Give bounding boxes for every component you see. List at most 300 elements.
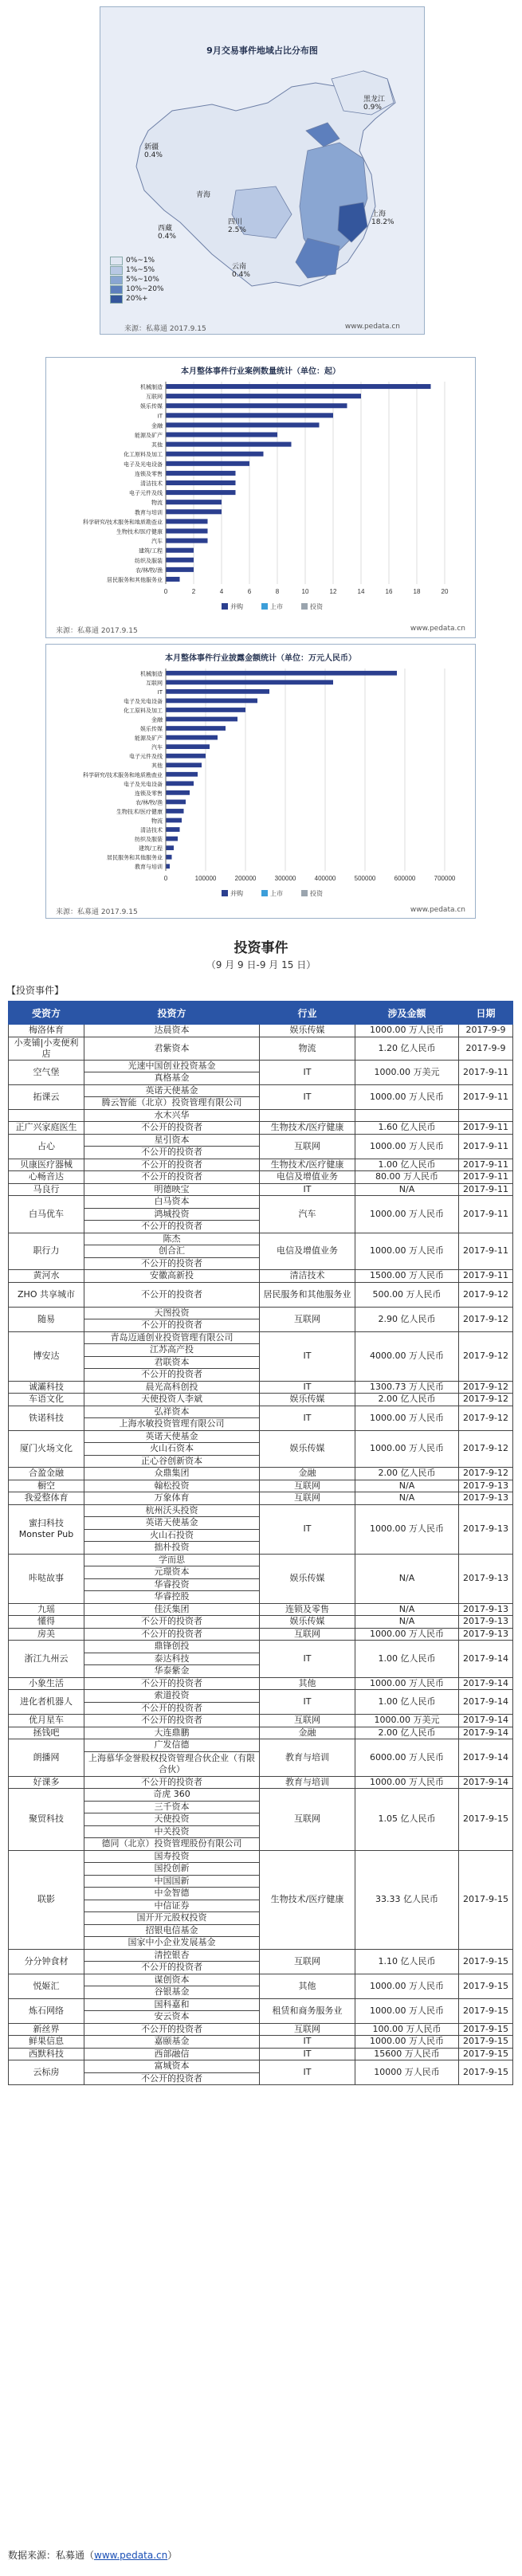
table-cell (355, 1109, 459, 1122)
cell-text: 2017-9-11 (463, 1245, 508, 1257)
table-cell (355, 2023, 459, 2036)
bar-并购 (166, 735, 218, 740)
x-tick-label: 14 (357, 588, 365, 595)
cell-text: 天使投资 (154, 1813, 190, 1825)
table-cell (9, 2036, 84, 2049)
legend-swatch (301, 603, 308, 610)
cell-text: 互联网 (294, 1480, 320, 1491)
cell-text: 占心 (37, 1140, 55, 1151)
bar-并购 (166, 845, 174, 850)
cell-text: 江苏高产投 (150, 1344, 194, 1355)
table-cell (459, 1430, 513, 1468)
cell-text: 中国国新 (154, 1875, 190, 1886)
cell-text: 2.00 亿人民币 (378, 1468, 436, 1479)
category-label: 电子及光电设备 (124, 782, 163, 788)
bar-并购 (166, 433, 277, 437)
cell-text: 1000.00 万人民币 (370, 2005, 444, 2016)
cell-text: 弘祥资本 (154, 1406, 190, 1417)
bar-并购 (166, 452, 264, 457)
table-row (9, 1331, 513, 1344)
table-cell (84, 1084, 260, 1097)
category-label: 电子及光电设备 (124, 699, 163, 705)
cell-text: 不公开的投资者 (141, 2072, 202, 2084)
table-cell (355, 1171, 459, 1184)
category-label: 金融 (151, 717, 163, 723)
table-cell (459, 1037, 513, 1060)
cell-text: 安云资本 (154, 2011, 190, 2022)
bar-并购 (166, 567, 194, 572)
table-cell (84, 1665, 260, 1678)
x-tick-label: 100000 (194, 875, 217, 882)
bar-并购 (166, 558, 194, 563)
chart2-title: 本月整体事件行业披露金额统计（单位：万元人民币） (165, 654, 356, 663)
cell-text: 梅洛体育 (29, 1025, 64, 1036)
cell-text: 1000.00 万人民币 (370, 1628, 444, 1639)
cell-text: 国科嘉和 (154, 1998, 190, 2009)
bar-并购 (166, 827, 180, 832)
investment-table (8, 1001, 513, 2085)
cell-text: 2.00 亿人民币 (378, 1394, 436, 1405)
x-tick-label: 18 (413, 588, 421, 595)
cell-text: 1000.00 万人民币 (370, 1776, 444, 1787)
cell-text: 其他 (298, 1980, 316, 1991)
legend-label: 上市 (270, 603, 283, 610)
category-label: 能源及矿产 (135, 433, 163, 439)
cell-text: 娱乐传媒 (289, 1573, 325, 1583)
cell-text: 2017-9-12 (463, 1394, 508, 1405)
cell-text: 不公开的投资者 (141, 1159, 202, 1170)
chart2-svg (46, 662, 475, 901)
cell-text: 不公开的投资者 (141, 1147, 202, 1158)
cell-text: 1000.00 万人民币 (370, 2036, 444, 2047)
table-cell (84, 1529, 260, 1542)
table-cell (84, 1455, 260, 1468)
region-label-xinjiang: 新疆 0.4% (144, 143, 163, 159)
table-cell (260, 1084, 355, 1109)
table-row (9, 1690, 513, 1703)
table-cell (260, 2036, 355, 2049)
table-cell (355, 2036, 459, 2049)
table-cell (355, 1307, 459, 1331)
category-label: 科学研究/技术服务和地质勘查业 (83, 772, 163, 778)
cell-text: 金融 (298, 1468, 316, 1479)
table-cell (84, 1900, 260, 1912)
bar-并购 (166, 744, 210, 749)
table-cell (9, 1025, 84, 1037)
cell-text: 2017-9-12 (463, 1381, 508, 1392)
table-cell (260, 1233, 355, 1270)
cell-text: 翰松投资 (154, 1480, 190, 1491)
table-cell (9, 1677, 84, 1690)
cell-text: 大连鼎鹏 (154, 1727, 190, 1738)
cell-text: 1300.73 万人民币 (370, 1381, 444, 1392)
table-cell (9, 1504, 84, 1554)
table-row (9, 1025, 513, 1037)
table-cell (260, 1603, 355, 1616)
cell-text: 2017-9-11 (463, 1066, 508, 1077)
cell-text: 租赁和商务服务业 (272, 2005, 343, 2016)
table-cell (459, 1025, 513, 1037)
table-cell (84, 1183, 260, 1196)
table-cell (459, 1134, 513, 1159)
table-cell (355, 1134, 459, 1159)
cell-text: 不公开的投资者 (141, 1715, 202, 1726)
table-cell (84, 1962, 260, 1974)
table-cell (260, 1159, 355, 1171)
cell-text: 空气堡 (33, 1066, 60, 1077)
cell-text: 创合汇 (159, 1245, 185, 1257)
legend-swatch (222, 890, 228, 896)
bar-并购 (166, 699, 257, 704)
table-cell (9, 1727, 84, 1739)
cell-text: 优月星车 (29, 1715, 64, 1726)
table-cell (84, 1801, 260, 1813)
bar-并购 (166, 726, 226, 731)
footer-label: 数据来源：私募通（ (8, 2550, 95, 2561)
map-site: www.pedata.cn (344, 323, 400, 331)
table-cell (260, 1776, 355, 1789)
cell-text: 博安达 (33, 1351, 60, 1361)
table-cell (260, 1468, 355, 1480)
table-cell (84, 1257, 260, 1270)
table-cell (260, 1122, 355, 1135)
cell-text: 2.00 亿人民币 (378, 1727, 436, 1738)
table-cell (9, 1949, 84, 1974)
table-cell (260, 1282, 355, 1307)
table-cell (9, 1468, 84, 1480)
table-cell (84, 1653, 260, 1665)
cell-text: 2017-9-15 (463, 1813, 508, 1825)
table-cell (355, 1554, 459, 1603)
cell-text: 2017-9-13 (463, 1616, 508, 1627)
table-cell (260, 1949, 355, 1974)
table-cell (459, 1641, 513, 1678)
category-label: 汽车 (151, 745, 163, 751)
cell-text: 金融 (298, 1727, 316, 1738)
x-tick-label: 400000 (314, 875, 336, 882)
table-cell (355, 1480, 459, 1492)
cell-text: 联影 (37, 1894, 55, 1904)
table-cell (355, 2048, 459, 2060)
table-cell (84, 1394, 260, 1406)
cell-text: 真格基金 (154, 1072, 190, 1084)
category-label: 能源及矿产 (135, 735, 163, 742)
x-tick-label: 2 (191, 588, 196, 595)
table-cell (84, 1727, 260, 1739)
cell-text: 2017-9-14 (463, 1776, 508, 1787)
table-row (9, 1270, 513, 1283)
category-label: IT (157, 689, 163, 696)
cell-text: 1.00 亿人民币 (378, 1653, 436, 1664)
cell-text: 互联网 (294, 2023, 320, 2034)
table-cell (355, 1159, 459, 1171)
cell-text: 互联网 (294, 1715, 320, 1726)
table-cell (84, 1356, 260, 1369)
cell-text: 2017-9-14 (463, 1727, 508, 1738)
cell-text: 娱乐传媒 (289, 1394, 325, 1405)
cell-text: 1000.00 万人民币 (370, 1523, 444, 1534)
legend-swatch (222, 603, 228, 610)
table-row (9, 2023, 513, 2036)
cell-text: 2017-9-12 (463, 1288, 508, 1300)
table-cell (355, 2060, 459, 2085)
category-label: 教育与培训 (135, 510, 163, 516)
cell-text: 不公开的投资者 (141, 1257, 202, 1268)
table-cell (459, 1406, 513, 1430)
cell-text: IT (303, 1351, 312, 1361)
bar-并购 (166, 790, 190, 795)
table-cell (355, 1060, 459, 1084)
cell-text: 橱空 (37, 1480, 55, 1491)
table-cell (84, 1888, 260, 1900)
header-investee: 受资方 (9, 1002, 84, 1025)
bar-并购 (166, 539, 208, 543)
cell-text: IT (303, 1523, 312, 1534)
table-cell (459, 1690, 513, 1715)
table-cell (84, 1838, 260, 1851)
cell-text: 不公开的投资者 (141, 1171, 202, 1182)
cell-text: 100.00 万人民币 (372, 2023, 442, 2034)
cell-text: 中金智德 (154, 1888, 190, 1899)
cell-text: 2017-9-11 (463, 1122, 508, 1133)
cell-text: 达晨资本 (154, 1025, 190, 1036)
cell-text: 2017-9-11 (463, 1183, 508, 1194)
x-tick-label: 8 (275, 588, 280, 595)
table-cell (84, 1122, 260, 1135)
table-cell (459, 1183, 513, 1196)
category-label: 化工原料及加工 (124, 452, 163, 458)
table-cell (355, 1406, 459, 1430)
table-cell (9, 1690, 84, 1715)
x-tick-label: 16 (385, 588, 393, 595)
cell-text: 生物技术/医疗健康 (270, 1894, 344, 1904)
x-tick-label: 500000 (354, 875, 376, 882)
table-row (9, 1480, 513, 1492)
cell-text: 1.60 亿人民币 (378, 1122, 436, 1133)
cell-text: 不公开的投资者 (141, 1616, 202, 1627)
table-cell (84, 1986, 260, 1999)
table-cell (260, 2060, 355, 2085)
cell-text: 小象生活 (29, 1677, 64, 1688)
cell-text: 1000.00 万人民币 (370, 1208, 444, 1219)
cell-text: 2017-9-15 (463, 1894, 508, 1904)
table-cell (9, 1715, 84, 1727)
cell-text: 分分钟食材 (24, 1955, 69, 1966)
cell-text: 互联网 (294, 1140, 320, 1151)
table-cell (459, 1789, 513, 1851)
map-figure (100, 6, 425, 335)
table-cell (355, 1122, 459, 1135)
cell-text: 2017-9-11 (463, 1091, 508, 1102)
table-cell (459, 1109, 513, 1122)
table-cell (84, 1319, 260, 1332)
cell-text: IT (303, 2067, 312, 2077)
table-cell (9, 1109, 84, 1122)
category-label: 化工原料及加工 (124, 708, 163, 714)
table-cell (9, 1603, 84, 1616)
table-cell (355, 1504, 459, 1554)
table-cell (9, 1628, 84, 1641)
cell-text: 2017-9-11 (463, 1140, 508, 1151)
table-cell (9, 1084, 84, 1109)
table-cell (355, 1776, 459, 1789)
table-cell (355, 1789, 459, 1851)
table-cell (260, 1270, 355, 1283)
chart1-svg (46, 375, 475, 614)
cell-text: 炼石网络 (29, 2005, 64, 2016)
table-cell (84, 1369, 260, 1382)
x-tick-label: 6 (247, 588, 252, 595)
bar-并购 (166, 528, 208, 533)
table-cell (84, 1751, 260, 1776)
table-cell (84, 1875, 260, 1888)
cell-text: 正广兴家庭医生 (15, 1122, 77, 1133)
table-row (9, 1183, 513, 1196)
cell-text: 华睿投资 (154, 1578, 190, 1590)
table-cell (84, 1863, 260, 1876)
footer-link[interactable]: www.pedata.cn (94, 2550, 168, 2561)
legend-label: 投资 (310, 603, 323, 610)
category-label: 其他 (151, 763, 163, 770)
cell-text: 2017-9-14 (463, 1696, 508, 1707)
table-cell (260, 1739, 355, 1777)
bar-chart-amount (45, 644, 476, 919)
table-cell (459, 1974, 513, 1998)
legend-swatch (261, 603, 268, 610)
table-cell (459, 1270, 513, 1283)
cell-text: 2017-9-14 (463, 1677, 508, 1688)
table-cell (84, 2036, 260, 2049)
bar-并购 (166, 384, 431, 389)
cell-text: 2017-9-13 (463, 1492, 508, 1504)
table-cell (459, 1394, 513, 1406)
table-cell (84, 1912, 260, 1925)
table-cell (260, 1789, 355, 1851)
bar-并购 (166, 403, 347, 408)
table-cell (84, 1381, 260, 1394)
bar-并购 (166, 855, 172, 860)
table-cell (84, 1331, 260, 1344)
category-label: 生物技术/医疗健康 (116, 529, 163, 535)
table-cell (459, 1949, 513, 1974)
cell-text: 1000.00 万美元 (374, 1066, 440, 1077)
table-cell (355, 1949, 459, 1974)
table-cell (84, 1554, 260, 1566)
cell-text: 英诺天使基金 (145, 1430, 198, 1441)
x-tick-label: 20 (441, 588, 449, 595)
table-cell (459, 1468, 513, 1480)
category-label: 金融 (151, 423, 163, 429)
cell-text: 青岛迈通创业投资管理有限公司 (110, 1331, 234, 1343)
table-row (9, 2036, 513, 2049)
table-cell (9, 1307, 84, 1331)
table-cell (84, 1443, 260, 1456)
bar-并购 (166, 763, 202, 767)
table-row (9, 1789, 513, 1802)
table-cell (355, 1690, 459, 1715)
cell-text: 不公开的投资者 (141, 1122, 202, 1133)
table-row (9, 1134, 513, 1147)
cell-text: 懂得 (37, 1616, 55, 1627)
table-cell (9, 1554, 84, 1603)
table-cell (9, 1492, 84, 1505)
bar-并购 (166, 864, 170, 868)
cell-text: 蜜扫科技 Monster Pub (18, 1518, 74, 1539)
table-row (9, 1084, 513, 1097)
bar-并购 (166, 480, 236, 485)
cell-text: 80.00 万人民币 (375, 1171, 438, 1182)
table-row (9, 1715, 513, 1727)
table-cell (459, 1084, 513, 1109)
cell-text: 生物技术/医疗健康 (270, 1159, 344, 1170)
x-tick-label: 4 (219, 588, 224, 595)
table-cell (9, 1270, 84, 1283)
table-cell (260, 1974, 355, 1998)
cell-text: IT (303, 1696, 312, 1707)
cell-text: 鸿城投资 (154, 1208, 190, 1219)
cell-text: 众鼎集团 (154, 1468, 190, 1479)
category-label: 互联网 (146, 680, 163, 687)
cell-text: 1.10 亿人民币 (378, 1955, 436, 1966)
header-amount: 涉及金额 (355, 1002, 459, 1025)
table-cell (84, 1159, 260, 1171)
bar-并购 (166, 809, 184, 814)
table-row (9, 1406, 513, 1418)
category-label: 纺织及服装 (135, 558, 163, 564)
table-cell (84, 1492, 260, 1505)
category-label: 农/林/牧/渔 (135, 567, 163, 574)
table-cell (84, 1468, 260, 1480)
table-row (9, 1159, 513, 1171)
cell-text: 1500.00 万人民币 (370, 1270, 444, 1281)
table-cell (84, 1850, 260, 1863)
table-cell (9, 1430, 84, 1468)
cell-text: 腾云智能（北京）投资管理有限公司 (101, 1097, 242, 1108)
x-tick-label: 10 (301, 588, 309, 595)
cell-text: 1000.00 万人民币 (370, 1980, 444, 1991)
cell-text: 2017-9-13 (463, 1523, 508, 1534)
table-row (9, 1727, 513, 1739)
cell-text: 不公开的投资者 (141, 1702, 202, 1713)
cell-text: 2017-9-15 (463, 2048, 508, 2059)
table-row (9, 1171, 513, 1184)
cell-text: 娱乐传媒 (289, 1616, 325, 1627)
table-cell (84, 1208, 260, 1221)
cell-text: 不公开的投资者 (141, 1221, 202, 1232)
cell-text: 杭州沃头投资 (145, 1504, 198, 1515)
region-label-heilongjiang: 黑龙江 0.9% (363, 96, 386, 112)
table-cell (355, 1492, 459, 1505)
cell-text: 厦门火场文化 (20, 1443, 73, 1454)
cell-text: 天图投资 (154, 1307, 190, 1318)
table-cell (355, 1381, 459, 1394)
table-cell (9, 1394, 84, 1406)
table-cell (84, 1591, 260, 1604)
table-cell (459, 1307, 513, 1331)
cell-text: 1000.00 万人民币 (370, 1245, 444, 1257)
table-cell (260, 1196, 355, 1233)
table-cell (260, 1850, 355, 1949)
bar-并购 (166, 422, 320, 427)
map-legend: 0%~1% 1%~5% 5%~10% 10%~20% 20%+ (110, 256, 164, 304)
table-cell (84, 2060, 260, 2073)
table-cell (260, 2048, 355, 2060)
cell-text: 互联网 (294, 1313, 320, 1324)
table-row (9, 1109, 513, 1122)
cell-text: 2017-9-13 (463, 1628, 508, 1639)
table-row (9, 1122, 513, 1135)
cell-text: 1000.00 万人民币 (370, 1025, 444, 1036)
